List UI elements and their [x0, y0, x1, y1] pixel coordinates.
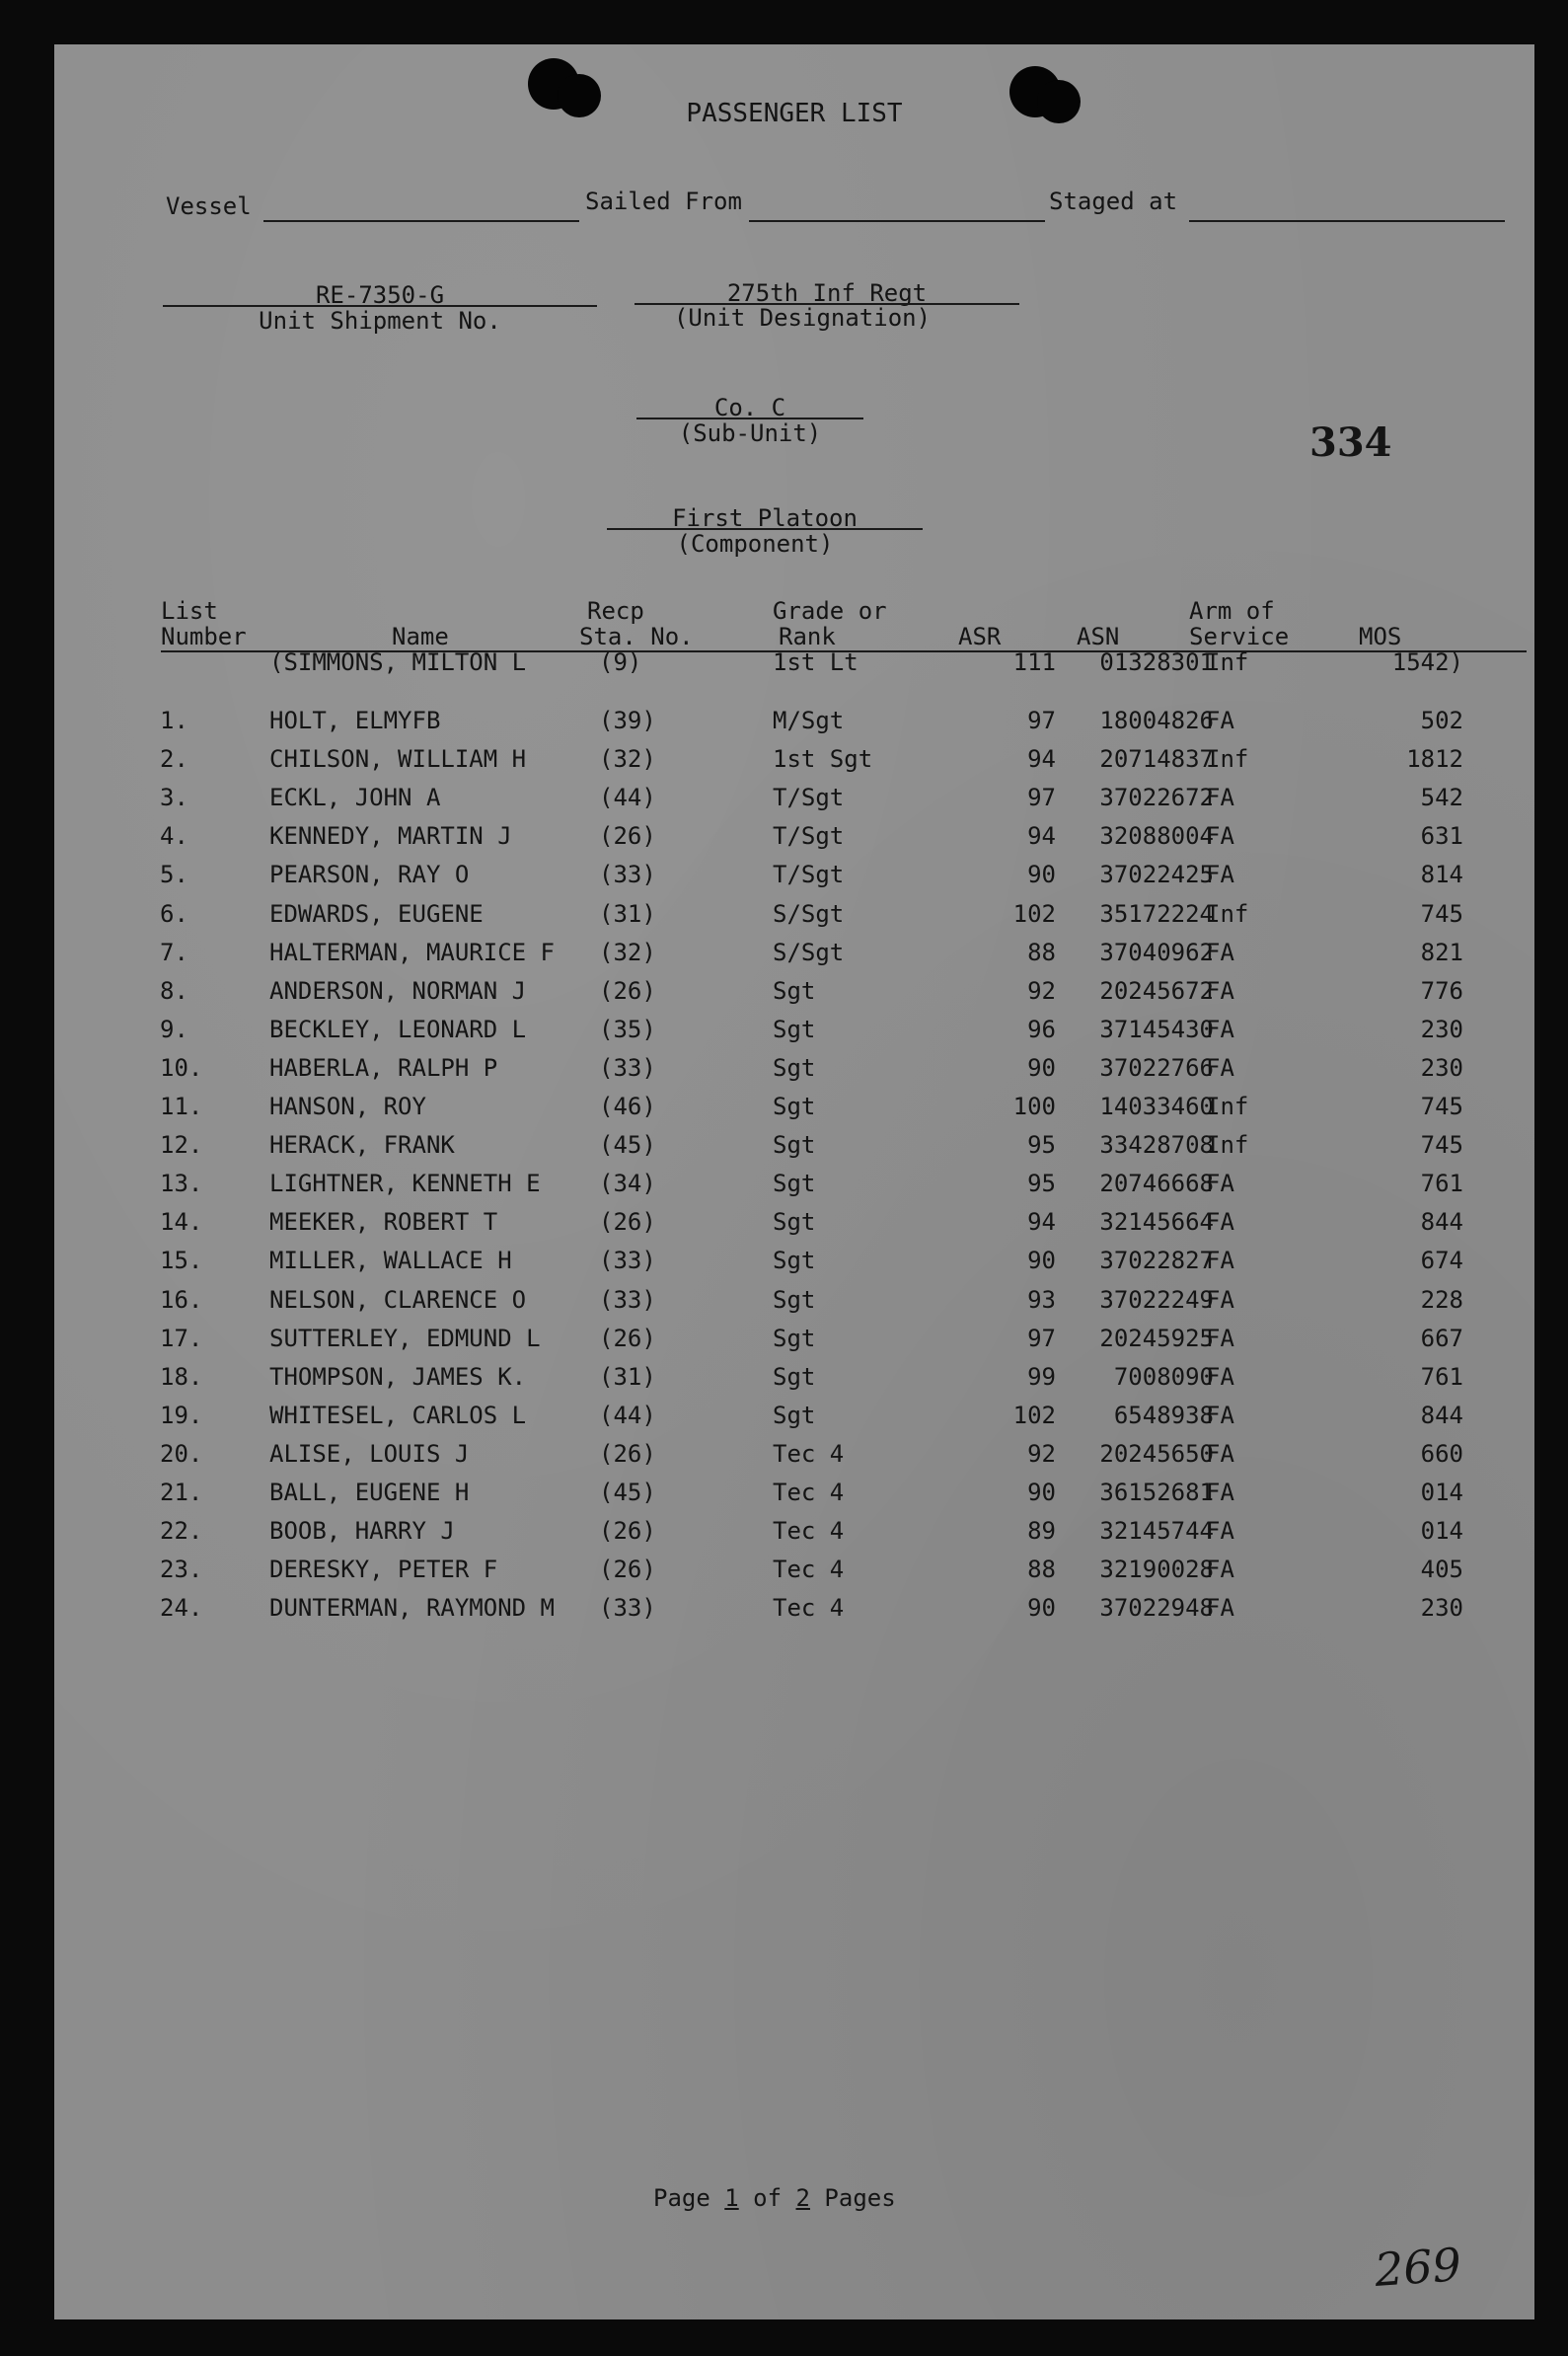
row-asn: 14033460 [1099, 1093, 1214, 1120]
row-asn: 37145430 [1099, 1015, 1214, 1043]
row-recp-sta: (26) [599, 976, 656, 1005]
row-recp-sta: (26) [599, 1556, 656, 1584]
footer-of-word: of [753, 2184, 783, 2212]
component: First Platoon [672, 504, 858, 532]
row-recp-sta: (33) [599, 1247, 656, 1275]
row-grade: T/Sgt [773, 822, 845, 851]
row-asr: 102 [1012, 1401, 1056, 1429]
row-recp-sta: (39) [599, 707, 656, 734]
table-row [54, 1440, 1534, 1480]
row-arm-of-service: Inf [1206, 745, 1249, 774]
table-row [54, 977, 1534, 1017]
footer-page-total: 2 [795, 2184, 810, 2212]
row-name: CHILSON, WILLIAM H [269, 745, 527, 774]
row-list-number: 4. [160, 822, 188, 851]
col-header-grade-1: Grade or [773, 597, 887, 625]
row-arm-of-service: FA [1206, 1324, 1234, 1352]
row-list-number: 3. [160, 784, 188, 812]
row-asn: 37022827 [1099, 1247, 1214, 1275]
officer-asr: 111 [1012, 648, 1056, 676]
row-name: HANSON, ROY [269, 1093, 426, 1120]
row-list-number: 8. [160, 976, 188, 1005]
row-mos: 745 [1420, 899, 1463, 928]
row-asn: 20245672 [1099, 976, 1214, 1005]
row-name: NELSON, CLARENCE O [269, 1285, 527, 1314]
row-mos: 776 [1420, 976, 1463, 1005]
row-asr: 97 [1027, 707, 1056, 734]
row-mos: 667 [1420, 1324, 1463, 1352]
row-mos: 745 [1420, 1093, 1463, 1120]
row-recp-sta: (32) [599, 938, 656, 966]
component-caption: (Component) [676, 530, 834, 558]
col-header-list-1: List [161, 597, 218, 625]
row-arm-of-service: FA [1206, 1594, 1234, 1623]
col-header-grade-2: Rank [779, 623, 836, 650]
unit-designation: 275th Inf Regt [726, 279, 928, 307]
row-arm-of-service: Inf [1206, 1131, 1249, 1160]
row-recp-sta: (33) [599, 1285, 656, 1314]
row-name: ANDERSON, NORMAN J [269, 976, 527, 1005]
row-list-number: 13. [160, 1170, 203, 1198]
officer-arm: Inf [1206, 648, 1249, 676]
row-asr: 100 [1012, 1093, 1056, 1120]
row-name: HALTERMAN, MAURICE F [269, 938, 555, 966]
row-list-number: 24. [160, 1594, 203, 1623]
row-asr: 90 [1027, 861, 1056, 889]
row-mos: 542 [1420, 784, 1463, 812]
row-asn: 20746668 [1099, 1170, 1214, 1198]
row-grade: Tec 4 [773, 1556, 845, 1584]
row-asn: 37022249 [1099, 1285, 1214, 1314]
row-mos: 230 [1420, 1594, 1463, 1623]
row-mos: 1812 [1406, 745, 1463, 774]
page-footer [653, 2184, 896, 2212]
row-recp-sta: (32) [599, 745, 656, 774]
row-asn: 35172224 [1099, 899, 1214, 928]
row-name: HOLT, ELMYFB [269, 707, 441, 734]
row-grade: Sgt [773, 1285, 816, 1314]
row-arm-of-service: FA [1206, 1517, 1234, 1546]
row-mos: 761 [1420, 1170, 1463, 1198]
row-mos: 014 [1420, 1479, 1463, 1506]
row-asr: 94 [1027, 1208, 1056, 1237]
row-asr: 89 [1027, 1517, 1056, 1546]
row-mos: 814 [1420, 861, 1463, 889]
sub-unit: Co. C [713, 394, 786, 421]
table-row [54, 745, 1534, 785]
page-stamp-number: 334 [1309, 419, 1392, 466]
row-arm-of-service: FA [1206, 822, 1234, 851]
row-recp-sta: (35) [599, 1015, 656, 1043]
row-asr: 94 [1027, 745, 1056, 774]
row-arm-of-service: FA [1206, 1439, 1234, 1468]
row-recp-sta: (26) [599, 1517, 656, 1546]
row-name: KENNEDY, MARTIN J [269, 822, 512, 851]
row-asr: 99 [1027, 1362, 1056, 1391]
row-asn: 7008090 [1113, 1362, 1214, 1391]
row-grade: Sgt [773, 1401, 816, 1429]
row-grade: T/Sgt [773, 861, 845, 889]
row-list-number: 2. [160, 745, 188, 774]
row-asn: 37022766 [1099, 1053, 1214, 1082]
table-row [54, 707, 1534, 746]
row-grade: T/Sgt [773, 784, 845, 812]
footer-pages-word: Pages [824, 2184, 896, 2212]
row-recp-sta: (26) [599, 1208, 656, 1237]
row-asn: 32145664 [1099, 1208, 1214, 1237]
row-name: HERACK, FRANK [269, 1131, 455, 1160]
row-mos: 631 [1420, 822, 1463, 851]
table-row [54, 1247, 1534, 1286]
row-mos: 745 [1420, 1131, 1463, 1160]
document-page [54, 44, 1534, 2319]
table-row [54, 822, 1534, 862]
row-grade: Sgt [773, 1015, 816, 1043]
row-grade: Sgt [773, 1362, 816, 1391]
row-recp-sta: (44) [599, 784, 656, 812]
row-name: ECKL, JOHN A [269, 784, 441, 812]
unit-shipment-number: RE-7350-G [315, 281, 445, 309]
row-name: BALL, EUGENE H [269, 1479, 470, 1506]
row-name: ALISE, LOUIS J [269, 1439, 470, 1468]
row-asr: 102 [1012, 899, 1056, 928]
row-list-number: 22. [160, 1517, 203, 1546]
row-asr: 92 [1027, 1439, 1056, 1468]
row-arm-of-service: FA [1206, 1170, 1234, 1198]
table-row [54, 1016, 1534, 1055]
row-name: BOOB, HARRY J [269, 1517, 455, 1546]
row-asn: 20245925 [1099, 1324, 1214, 1352]
row-arm-of-service: FA [1206, 976, 1234, 1005]
row-asn: 37022425 [1099, 861, 1214, 889]
row-asr: 92 [1027, 976, 1056, 1005]
row-mos: 674 [1420, 1247, 1463, 1275]
row-arm-of-service: FA [1206, 1053, 1234, 1082]
row-recp-sta: (46) [599, 1093, 656, 1120]
table-row [54, 1325, 1534, 1364]
staged-at-label: Staged at [1049, 188, 1178, 215]
row-asr: 88 [1027, 1556, 1056, 1584]
table-row [54, 1093, 1534, 1132]
row-arm-of-service: FA [1206, 784, 1234, 812]
row-recp-sta: (31) [599, 1362, 656, 1391]
row-grade: Tec 4 [773, 1594, 845, 1623]
row-arm-of-service: FA [1206, 1362, 1234, 1391]
col-header-asn: ASN [1077, 623, 1120, 650]
row-name: BECKLEY, LEONARD L [269, 1015, 527, 1043]
table-row [54, 939, 1534, 978]
row-name: EDWARDS, EUGENE [269, 899, 484, 928]
row-list-number: 11. [160, 1093, 203, 1120]
row-mos: 821 [1420, 938, 1463, 966]
row-list-number: 6. [160, 899, 188, 928]
table-row [54, 1054, 1534, 1094]
row-grade: 1st Sgt [773, 745, 873, 774]
row-name: PEARSON, RAY O [269, 861, 470, 889]
table-row [54, 1363, 1534, 1403]
row-arm-of-service: FA [1206, 1208, 1234, 1237]
row-recp-sta: (26) [599, 1439, 656, 1468]
row-recp-sta: (34) [599, 1170, 656, 1198]
row-list-number: 23. [160, 1556, 203, 1584]
row-grade: Sgt [773, 1324, 816, 1352]
row-name: THOMPSON, JAMES K. [269, 1362, 527, 1391]
row-mos: 230 [1420, 1015, 1463, 1043]
col-header-mos: MOS [1359, 623, 1402, 650]
row-asn: 37022948 [1099, 1594, 1214, 1623]
row-name: LIGHTNER, KENNETH E [269, 1170, 541, 1198]
row-grade: Tec 4 [773, 1479, 845, 1506]
sub-unit-caption: (Sub-Unit) [678, 419, 822, 447]
row-name: MILLER, WALLACE H [269, 1247, 512, 1275]
row-recp-sta: (26) [599, 822, 656, 851]
row-asn: 32145744 [1099, 1517, 1214, 1546]
row-arm-of-service: FA [1206, 861, 1234, 889]
row-asn: 20245650 [1099, 1439, 1214, 1468]
row-asr: 97 [1027, 784, 1056, 812]
officer-row [54, 648, 1534, 688]
row-mos: 761 [1420, 1362, 1463, 1391]
row-list-number: 5. [160, 861, 188, 889]
col-header-arm-2: Service [1189, 623, 1290, 650]
row-asr: 88 [1027, 938, 1056, 966]
row-asr: 90 [1027, 1594, 1056, 1623]
row-recp-sta: (31) [599, 899, 656, 928]
row-list-number: 16. [160, 1285, 203, 1314]
table-row [54, 1208, 1534, 1248]
table-row [54, 1286, 1534, 1326]
row-recp-sta: (33) [599, 1594, 656, 1623]
table-row [54, 1131, 1534, 1171]
page-title: PASSENGER LIST [686, 99, 903, 128]
row-name: MEEKER, ROBERT T [269, 1208, 498, 1237]
row-arm-of-service: FA [1206, 1479, 1234, 1506]
row-asn: 32088004 [1099, 822, 1214, 851]
row-arm-of-service: FA [1206, 1285, 1234, 1314]
row-grade: M/Sgt [773, 707, 845, 734]
officer-name: (SIMMONS, MILTON L [269, 648, 527, 676]
row-grade: S/Sgt [773, 938, 845, 966]
row-arm-of-service: FA [1206, 1015, 1234, 1043]
row-name: DUNTERMAN, RAYMOND M [269, 1594, 555, 1623]
row-arm-of-service: FA [1206, 938, 1234, 966]
row-list-number: 1. [160, 707, 188, 734]
row-asr: 97 [1027, 1324, 1056, 1352]
row-list-number: 9. [160, 1015, 188, 1043]
row-grade: Sgt [773, 1093, 816, 1120]
handwritten-page-number: 269 [1373, 2238, 1463, 2297]
unit-designation-caption: (Unit Designation) [673, 304, 932, 332]
row-grade: Sgt [773, 1247, 816, 1275]
table-row [54, 1170, 1534, 1209]
row-arm-of-service: Inf [1206, 1093, 1249, 1120]
table-row [54, 861, 1534, 900]
row-asr: 94 [1027, 822, 1056, 851]
row-mos: 844 [1420, 1208, 1463, 1237]
row-arm-of-service: FA [1206, 1556, 1234, 1584]
table-row [54, 1402, 1534, 1441]
row-asn: 18004826 [1099, 707, 1214, 734]
row-list-number: 20. [160, 1439, 203, 1468]
row-list-number: 19. [160, 1401, 203, 1429]
col-header-asr: ASR [958, 623, 1002, 650]
row-name: DERESKY, PETER F [269, 1556, 498, 1584]
row-list-number: 14. [160, 1208, 203, 1237]
row-mos: 014 [1420, 1517, 1463, 1546]
table-row [54, 1594, 1534, 1634]
row-recp-sta: (26) [599, 1324, 656, 1352]
row-asn: 32190028 [1099, 1556, 1214, 1584]
row-mos: 405 [1420, 1556, 1463, 1584]
row-list-number: 15. [160, 1247, 203, 1275]
row-recp-sta: (45) [599, 1479, 656, 1506]
col-header-list-2: Number [161, 623, 247, 650]
row-arm-of-service: FA [1206, 1401, 1234, 1429]
row-asn: 33428708 [1099, 1131, 1214, 1160]
row-asn: 37022672 [1099, 784, 1214, 812]
row-asr: 90 [1027, 1479, 1056, 1506]
row-asn: 6548938 [1113, 1401, 1214, 1429]
row-asn: 36152681 [1099, 1479, 1214, 1506]
footer-page-number: 1 [724, 2184, 739, 2212]
row-asr: 95 [1027, 1131, 1056, 1160]
row-name: SUTTERLEY, EDMUND L [269, 1324, 541, 1352]
row-arm-of-service: FA [1206, 707, 1234, 734]
row-mos: 502 [1420, 707, 1463, 734]
row-list-number: 10. [160, 1053, 203, 1082]
footer-page-word: Page [653, 2184, 710, 2212]
row-mos: 230 [1420, 1053, 1463, 1082]
row-list-number: 21. [160, 1479, 203, 1506]
col-header-recp-1: Recp [587, 597, 644, 625]
row-grade: Tec 4 [773, 1517, 845, 1546]
row-grade: Sgt [773, 1208, 816, 1237]
officer-asn: 01328301 [1099, 648, 1214, 676]
row-recp-sta: (33) [599, 861, 656, 889]
sailed-from-label: Sailed From [585, 188, 742, 215]
row-name: HABERLA, RALPH P [269, 1053, 498, 1082]
table-row [54, 1517, 1534, 1557]
row-grade: Sgt [773, 976, 816, 1005]
row-asr: 95 [1027, 1170, 1056, 1198]
table-row [54, 1479, 1534, 1518]
officer-mos: 1542) [1391, 648, 1463, 676]
row-recp-sta: (33) [599, 1053, 656, 1082]
row-asn: 20714837 [1099, 745, 1214, 774]
col-header-recp-2: Sta. No. [579, 623, 694, 650]
row-asr: 96 [1027, 1015, 1056, 1043]
row-name: WHITESEL, CARLOS L [269, 1401, 527, 1429]
table-row [54, 900, 1534, 940]
row-grade: Sgt [773, 1131, 816, 1160]
officer-grade: 1st Lt [773, 648, 859, 676]
row-mos: 844 [1420, 1401, 1463, 1429]
row-arm-of-service: Inf [1206, 899, 1249, 928]
row-grade: Tec 4 [773, 1439, 845, 1468]
unit-shipment-caption: Unit Shipment No. [259, 307, 501, 335]
row-asr: 90 [1027, 1247, 1056, 1275]
officer-recp-sta: (9) [599, 648, 642, 676]
row-recp-sta: (44) [599, 1401, 656, 1429]
row-grade: S/Sgt [773, 899, 845, 928]
col-header-arm-1: Arm of [1189, 597, 1275, 625]
table-row [54, 1556, 1534, 1595]
row-mos: 660 [1420, 1439, 1463, 1468]
row-asr: 90 [1027, 1053, 1056, 1082]
row-grade: Sgt [773, 1053, 816, 1082]
sailed-from-field-line [749, 220, 1045, 222]
staged-at-field-line [1189, 220, 1505, 222]
row-list-number: 18. [160, 1362, 203, 1391]
col-header-name: Name [392, 623, 449, 650]
row-list-number: 17. [160, 1324, 203, 1352]
vessel-label: Vessel [166, 192, 252, 220]
row-arm-of-service: FA [1206, 1247, 1234, 1275]
row-asn: 37040962 [1099, 938, 1214, 966]
row-grade: Sgt [773, 1170, 816, 1198]
row-list-number: 7. [160, 938, 188, 966]
row-recp-sta: (45) [599, 1131, 656, 1160]
table-row [54, 784, 1534, 823]
row-mos: 228 [1420, 1285, 1463, 1314]
row-asr: 93 [1027, 1285, 1056, 1314]
vessel-field-line [263, 220, 579, 222]
row-list-number: 12. [160, 1131, 203, 1160]
